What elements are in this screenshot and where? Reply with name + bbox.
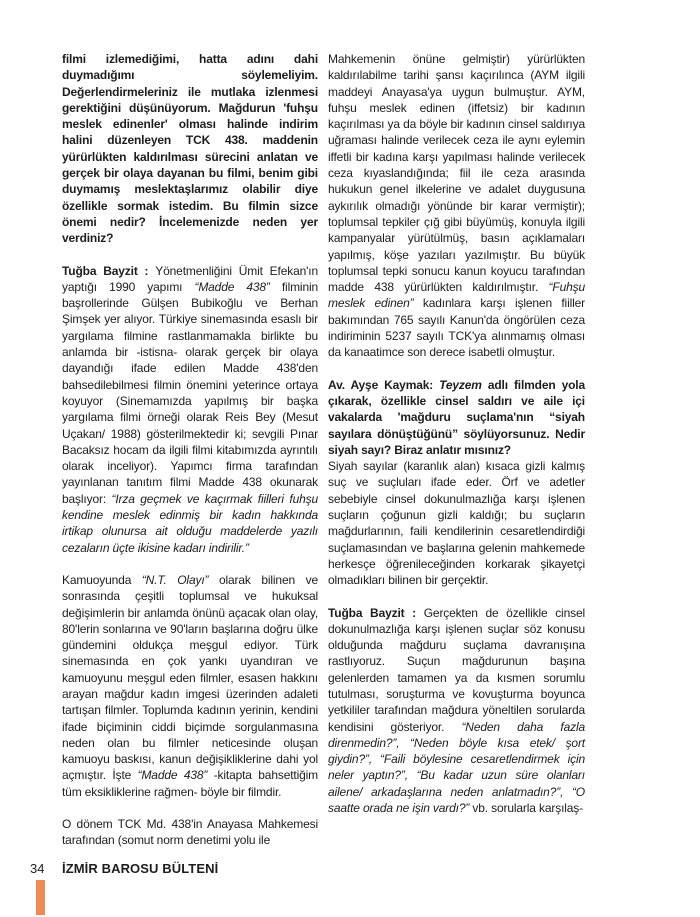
text-run: Kamuoyunda <box>62 572 142 587</box>
text-run: Mahkemenin önüne gelmiştir) yürürlükten kaldırılabilme tarihi şansı kaçırılınca (AYM ilgili maddeyi Anayasa'ya uygun bulmuştur. AYM, fuhşu meslek edinen (iffetsiz) bir kadının kaçırılması ya da böyle bir kadının cinsel saldırıya uğraması halinde verilecek ceza ile aynı eylemin iffetli bir kadına karşı yapılması halinde verilecek ceza kıyaslandığında; fiil ile ceza arasında hukukun genel ilkelerine ve adalet duygusuna aykırılık olmadığı yönünde bir karar vermiştir); toplumsal tepkiler çığ gibi büyümüş, konuyla ilgili kampanyalar yürütülmüş, basın açıklamaları yapılmış, köşe yazıları yazılmıştır. Bu büyük toplumsal tepki sonucu kanun koyucu tarafından madde 438 yürürlükten kaldırılmıştır. <box>328 52 585 295</box>
text-run: Tuğba Bayzit : <box>62 263 156 278</box>
page-number: 34 <box>30 861 45 876</box>
paragraph <box>62 263 318 556</box>
text-run: “Madde 438” <box>137 768 208 783</box>
text-run: Av. Ayşe Kaymak: <box>328 377 440 392</box>
paragraph <box>62 816 318 849</box>
right-text-column <box>328 51 585 832</box>
text-run: filmi izlemediğimi, hatta adını dahi duymadığımı söylemeliyim. Değerlendirmeleriniz ile mutlaka izlenmesi gerektiğini düşünüyorum. Mağdurun 'fuhşu meslek edinenler' olması halinde indirim halini düzenleyen TCK 438. maddenin yürürlükten kaldırılması sürecini anlatan ve gerçek bir olaya dayanan bu filmi, benim gibi duymamış meslektaşlarımız olabilir diye özellikle sormak istedim. Bu filmin sizce önemi nedir? İncelemenizde neden yer verdiniz? <box>62 52 318 246</box>
paragraph <box>328 51 585 361</box>
text-run: O dönem TCK Md. 438'in Anayasa Mahkemesi tarafından (somut norm denetimi yolu ile <box>62 817 318 848</box>
text-run: adlı filmden yola çıkarak, özellikle cinsel saldırı ve aile içi vakalarda 'mağduru suçlama'nın “siyah sayılara dönüştüğünü” söylüyorsunuz. Nedir siyah sayı? Biraz anlatır mısınız? <box>328 377 585 457</box>
paragraph <box>328 458 585 588</box>
text-run: kadınlara karşı işlenen fiiller bakımından 765 sayılı Kanun'da öngörülen ceza indiriminin 5237 sayılı TCK'ya alınmamış olması da kanaatimce son derece isabetli olmuştur. <box>328 296 585 360</box>
text-run: -kitapta bahsettiğim tüm eksikliklerine rağmen- böyle bir filmdir. <box>62 768 318 799</box>
bulletin-title: İZMİR BAROSU BÜLTENİ <box>62 861 219 876</box>
paragraph <box>62 572 318 800</box>
text-run: filminin başrollerinde Gülşen Bubikoğlu ve Berhan Şimşek yer alıyor. Türkiye sinemasında esaslı bir yargılama filmine rastlanmamakla birlikte bu anlamda bir -istisna- olarak gerçek bir olaya dayandığı ifade edilen Madde 438'den bahsedilebilmesi filmin önemini yeterince ortaya koyuyor (Sinemamızda yapılmış bir başka yargılama filmi örneği olarak Reis Bey (Mesut Uçakan/ 1988) gösterilmektedir ki; sevgili Pınar Bacaksız hocam da ilgili filmi kitabımızda ayrıntılı olarak inceliyor). Yapımcı firma tarafından yayınlanan tanıtım filmi Madde 438 okunarak başlıyor: <box>62 279 319 506</box>
text-run: “Irza geçmek ve kaçırmak fiilleri fuhşu kendine meslek edinmiş bir kadın hakkında irtikap olunursa ait olduğu maddelerde yazılı cezaların üçte ikisine kadarı indirilir.” <box>62 491 319 555</box>
accent-bar <box>36 880 45 915</box>
text-run: Siyah sayılar (karanlık alan) kısaca gizli kalmış suç ve suçluları ifade eder. Örf ve adetler sebebiyle cinsel dokunulmazlığa karşı işlenen suçların çoğunun gizli kaldığı; bu suçların mağdurlarının, faili kendilerinin cesaretlendirdiği suçlamasından ve başlarına gelenin mahkemede herkesçe öğrenileceğinden korkarak şikayetçi olmadıkları bilinen bir gerçektir. <box>328 459 585 588</box>
left-text-column <box>62 51 318 865</box>
text-run: Yönetmenliğini Ümit Efekan'ın yaptığı 1990 yapımı <box>62 263 318 294</box>
text-run: olarak bilinen ve sonrasında çeşitli toplumsal ve hukuksal değişimlerin bir anlamda önünü açacak olan olay, 80'lerin sonlarına ve 90'ların başlarına doğru ülke gündemini oldukça meşgul ediyor. Türk sinemasında en çok yankı uyandıran ve kamuoyunu meşgul eden filmler, esasen hakkını arayan mağdur kadın imgesi üzerinden adaleti tartışan filmler. Toplumda kadının yerinin, kendini ifade biçiminin ciddi biçimde sorgulanmasına neden olan bu filmler neticesinde oluşan kamuoyu baskısı, kanun değişikliklerine dahi yol açmıştır. İşte <box>62 572 318 783</box>
text-run: “N.T. Olayı” <box>141 572 209 587</box>
text-run: “Madde 438” <box>194 279 270 294</box>
paragraph <box>62 51 318 247</box>
text-run: “Neden daha fazla direnmedin?”, “Neden böyle kısa etek/ şort giydin?”, “Faili böylesine cesaretlendirmek için neler yaptın?”, “Bu kadar uzun süre olanları ailene/ arkadaşlarına neden anlatmadın?”, “O saatte orada ne işin vardı?” <box>328 719 585 816</box>
text-run: Tuğba Bayzit : <box>328 605 424 620</box>
paragraph <box>328 377 585 458</box>
text-run: vb. sorularla karşılaş- <box>469 801 583 816</box>
text-run: Gerçekten de özellikle cinsel dokunulmazlığa karşı işlenen suçlar söz konusu olduğunda mağduru suçlama davranışına rastlıyoruz. Suçun mağdurunun başına gelenlerden tamamen ya da kısmen sorumlu tutulması, soruşturma ve kovuşturma boyunca yetkililer tarafından mağdura yöneltilen sorularda kendisini gösteriyor. <box>328 605 585 734</box>
text-run: “Fuhşu meslek edinen” <box>328 280 585 311</box>
text-run: Teyzem <box>439 377 482 392</box>
page-footer <box>0 859 700 917</box>
paragraph <box>328 605 585 817</box>
